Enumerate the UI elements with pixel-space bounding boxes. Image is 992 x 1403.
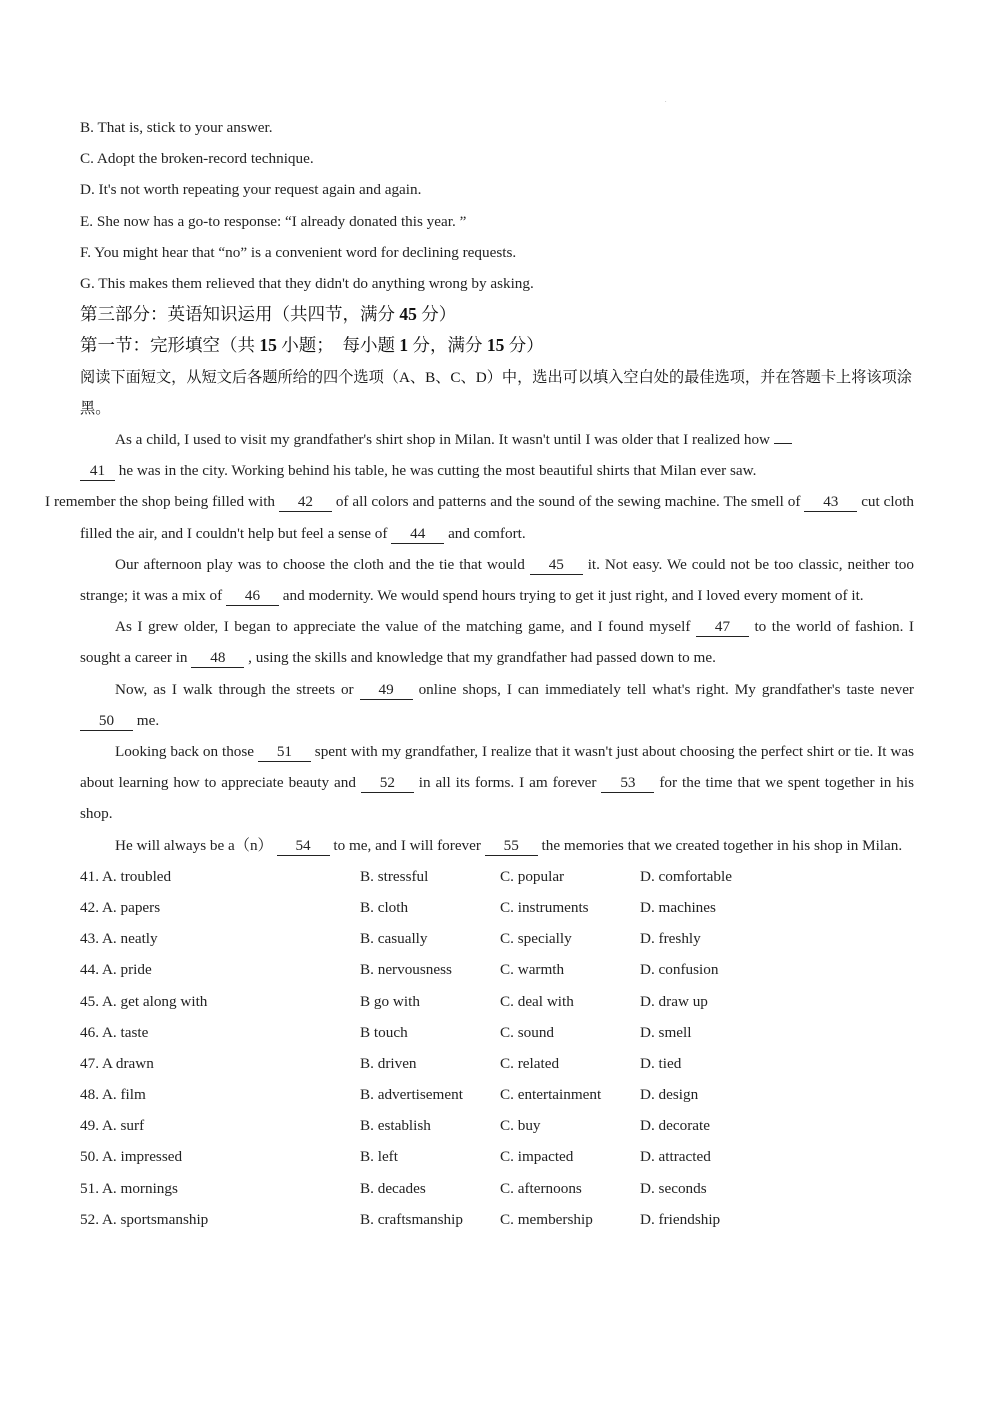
q52-option-b: B. craftsmanship — [360, 1210, 463, 1228]
q51-option-a: 51. A. mornings — [80, 1179, 178, 1197]
section3-heading — [80, 299, 914, 330]
blank-55: 55 — [485, 837, 538, 856]
blank-46: 46 — [226, 587, 279, 606]
section3-score: 45 — [399, 304, 417, 325]
passage-paragraph-4 — [80, 674, 914, 736]
p2-text-2: it. Not easy. We could not be too classic, neither too strange; it was a mix of — [80, 555, 914, 604]
blank-49: 49 — [360, 681, 413, 700]
question-41 — [80, 861, 914, 892]
q46-option-d: D. smell — [640, 1023, 692, 1041]
p3-text: As I grew older, I began to appreciate the value of the matching game, and I found myself — [115, 618, 696, 636]
q51-option-c: C. afternoons — [500, 1179, 582, 1197]
p3-text-2: to the world of fashion. I sought a career in — [80, 618, 914, 667]
q46-option-c: C. sound — [500, 1023, 555, 1041]
q52-option-c: C. membership — [500, 1210, 593, 1228]
q46-option-a: 46. A. taste — [80, 1023, 149, 1041]
blank-51: 51 — [258, 743, 311, 762]
q41-option-a: 41. A. troubled — [80, 867, 172, 885]
q43-option-b: B. casually — [360, 930, 428, 948]
q41-option-c: C. popular — [500, 867, 565, 885]
blank-44: 44 — [391, 525, 444, 544]
q44-option-b: B. nervousness — [360, 961, 452, 979]
blank-54: 54 — [277, 837, 330, 856]
q49-option-a: 49. A. surf — [80, 1117, 145, 1135]
p1-text-3: I remember the shop being filled with — [45, 493, 279, 511]
option-g: G. This makes them relieved that they didn't do anything wrong by asking. — [80, 274, 534, 292]
option-d: D. It's not worth repeating your request again and again. — [80, 181, 422, 199]
q48-option-d: D. design — [640, 1086, 699, 1104]
section1-count: 15 — [259, 335, 277, 356]
p6-text-3: the memories that we created together in his shop in Milan. — [537, 836, 903, 854]
p5-text-3: in all its forms. I am forever — [413, 774, 602, 792]
question-44 — [80, 954, 914, 985]
blank-50: 50 — [80, 712, 133, 731]
q45-option-b: B go with — [360, 992, 420, 1010]
blank-42: 42 — [279, 493, 332, 512]
q50-option-d: D. attracted — [640, 1148, 711, 1166]
section1-heading — [80, 330, 914, 361]
q48-option-c: C. entertainment — [500, 1086, 602, 1104]
q51-option-d: D. seconds — [640, 1179, 707, 1197]
section1-text: 第一节：完形填空（共 — [80, 335, 260, 356]
q49-option-c: C. buy — [500, 1117, 541, 1135]
section3-text: 第三部分：英语知识运用（共四节，满分 — [80, 304, 400, 325]
q44-option-d: D. confusion — [640, 961, 719, 979]
q45-option-d: D. draw up — [640, 992, 708, 1010]
top-options-list — [80, 112, 914, 299]
p1-text-5: cut cloth filled the air, and I couldn't help but feel a sense of — [80, 493, 915, 542]
passage-paragraph-5 — [80, 736, 914, 830]
p4-text: Now, as I walk through the streets or — [115, 680, 360, 698]
p6-text: He will always be a（n） — [115, 836, 277, 854]
q52-option-d: D. friendship — [640, 1210, 721, 1228]
question-46 — [80, 1017, 914, 1048]
q47-option-a: 47. A drawn — [80, 1054, 154, 1072]
q49-option-b: B. establish — [360, 1117, 431, 1135]
section1-text-end: 分） — [504, 335, 544, 356]
blank-41: 41 — [80, 462, 115, 481]
q44-option-c: C. warmth — [500, 961, 565, 979]
q41-option-d: D. comfortable — [640, 867, 732, 885]
stray-dot: . — [665, 98, 667, 104]
q43-option-d: D. freshly — [640, 930, 701, 948]
q50-option-c: C. impacted — [500, 1148, 574, 1166]
q42-option-c: C. instruments — [500, 898, 589, 916]
blank-45: 45 — [530, 556, 583, 575]
section3-text-end: 分） — [416, 304, 457, 325]
question-52 — [80, 1204, 914, 1235]
section1-per-score: 1 — [399, 335, 409, 356]
blank-43: 43 — [804, 493, 857, 512]
document-page — [45, 112, 915, 1235]
question-43 — [80, 923, 914, 954]
passage-paragraph-1 — [45, 424, 915, 549]
q43-option-a: 43. A. neatly — [80, 930, 158, 948]
question-45 — [80, 986, 914, 1017]
option-f: F. You might hear that “no” is a convenient word for declining requests. — [80, 243, 517, 261]
p6-text-2: to me, and I will forever — [329, 836, 485, 854]
q51-option-b: B. decades — [360, 1179, 426, 1197]
section1-text-mid: 小题； 每小题 — [276, 335, 400, 356]
q50-option-a: 50. A. impressed — [80, 1148, 183, 1166]
q45-option-a: 45. A. get along with — [80, 992, 208, 1010]
passage-paragraph-2 — [80, 549, 914, 611]
instruction-text: 阅读下面短文，从短文后各题所给的四个选项（A、B、C、D）中，选出可以填入空白处的最佳选项，并在答题卡上将该项涂黑。 — [80, 368, 912, 417]
q52-option-a: 52. A. sportsmanship — [80, 1210, 209, 1228]
p1-text-2: he was in the city. Working behind his table, he was cutting the most beautiful shirts that Milan ever saw. — [115, 462, 757, 480]
blank-53: 53 — [601, 774, 654, 793]
p1-text: As a child, I used to visit my grandfather's shirt shop in Milan. It wasn't until I was older that I realized how — [115, 430, 774, 448]
question-42 — [80, 892, 914, 923]
q47-option-d: D. tied — [640, 1054, 682, 1072]
passage-paragraph-3 — [80, 611, 914, 673]
passage-paragraph-6 — [80, 830, 914, 861]
q48-option-a: 48. A. film — [80, 1086, 146, 1104]
p2-text: Our afternoon play was to choose the cloth and the tie that would — [115, 555, 530, 573]
q50-option-b: B. left — [360, 1148, 398, 1166]
section1-text-mid2: 分，满分 — [408, 335, 487, 356]
blank-47: 47 — [696, 618, 749, 637]
q46-option-b: B touch — [360, 1023, 408, 1041]
question-48 — [80, 1079, 914, 1110]
q42-option-a: 42. A. papers — [80, 898, 161, 916]
q49-option-d: D. decorate — [640, 1117, 710, 1135]
question-50 — [80, 1141, 914, 1172]
p4-text-3: me. — [133, 711, 160, 729]
option-b: B. That is, stick to your answer. — [80, 119, 273, 136]
q47-option-b: B. driven — [360, 1054, 417, 1072]
p5-text: Looking back on those — [115, 742, 258, 760]
p1-text-6: and comfort. — [444, 524, 526, 542]
q42-option-b: B. cloth — [360, 898, 409, 916]
blank-48: 48 — [191, 649, 244, 668]
q48-option-b: B. advertisement — [360, 1086, 463, 1104]
question-47 — [80, 1048, 914, 1079]
question-51 — [80, 1173, 914, 1204]
blank-41-start — [774, 443, 792, 444]
p1-text-4: of all colors and patterns and the sound of the sewing machine. The smell of — [331, 493, 805, 511]
option-e: E. She now has a go-to response: “I already donated this year. ” — [80, 212, 467, 230]
blank-52: 52 — [361, 774, 414, 793]
section1-total: 15 — [486, 335, 505, 356]
p2-text-3: and modernity. We would spend hours trying to get it just right, and I loved every moment of it. — [278, 586, 864, 604]
q45-option-c: C. deal with — [500, 992, 574, 1010]
question-49 — [80, 1110, 914, 1141]
option-c: C. Adopt the broken-record technique. — [80, 150, 314, 168]
q42-option-d: D. machines — [640, 898, 716, 916]
p3-text-3: , using the skills and knowledge that my grandfather had passed down to me. — [244, 649, 716, 667]
p4-text-2: online shops, I can immediately tell what's right. My grandfather's taste never — [412, 680, 914, 698]
p5-text-4: for the time that we spent together in his shop. — [80, 774, 914, 823]
q43-option-c: C. specially — [500, 930, 572, 948]
question-options-list — [80, 861, 914, 1235]
q41-option-b: B. stressful — [360, 867, 429, 885]
q47-option-c: C. related — [500, 1054, 560, 1072]
p5-text-2: spent with my grandfather, I realize that it wasn't just about choosing the perfect shirt or tie. It was about learning how to appreciate beauty and — [80, 742, 914, 792]
q44-option-a: 44. A. pride — [80, 961, 152, 979]
